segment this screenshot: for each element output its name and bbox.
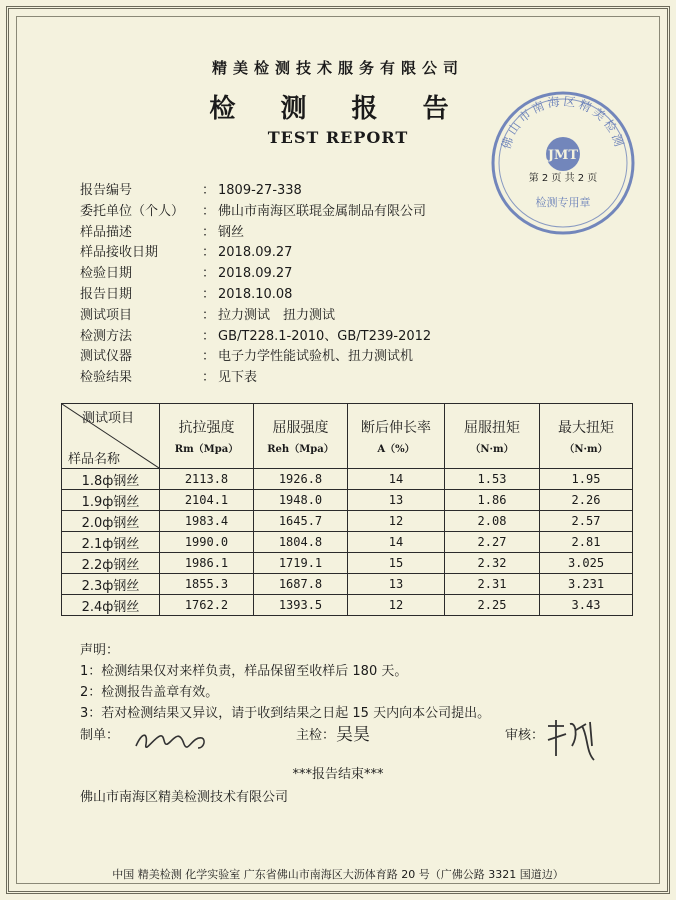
table-row	[62, 469, 633, 490]
info-value: 2018.10.08	[218, 286, 293, 302]
seal-top-text: 佛山市南海区精美检测	[498, 94, 628, 151]
sample-name: 2.2ф钢丝	[62, 553, 160, 574]
info-row	[80, 306, 431, 327]
table-cell: 3.025	[540, 553, 633, 574]
table-row	[62, 490, 633, 511]
info-label: 报告日期	[80, 286, 133, 302]
info-label: 测试仪器	[80, 349, 133, 365]
column-unit: （N·m）	[564, 444, 608, 455]
column-header	[254, 404, 348, 469]
report-info	[80, 181, 431, 389]
table-cell: 1986.1	[160, 553, 254, 574]
table-cell: 13	[348, 574, 445, 595]
table-cell: 1990.0	[160, 532, 254, 553]
info-value: 拉力测试 扭力测试	[218, 307, 336, 323]
table-cell: 1948.0	[254, 490, 348, 511]
table-cell: 14	[348, 532, 445, 553]
info-value: 2018.09.27	[218, 245, 293, 261]
table-row	[62, 595, 633, 616]
results-table-wrapper	[61, 403, 633, 616]
info-value: 电子力学性能试验机、扭力测试机	[218, 349, 414, 365]
info-colon: ：	[202, 328, 216, 344]
table-cell: 15	[348, 553, 445, 574]
table-row	[62, 574, 633, 595]
table-cell: 1393.5	[254, 595, 348, 616]
info-value: 2018.09.27	[218, 266, 293, 282]
page-number: 第 2 页 共 2 页	[528, 173, 598, 184]
reviewed-by-label: 审核：	[505, 728, 545, 743]
info-colon: ：	[202, 307, 216, 323]
column-name: 最大扭矩	[558, 420, 614, 436]
column-name: 屈服强度	[272, 420, 329, 436]
prepared-by-signature	[132, 724, 212, 758]
table-cell: 2.25	[445, 595, 540, 616]
column-name: 断后伸长率	[361, 420, 431, 436]
table-cell: 1762.2	[160, 595, 254, 616]
disclaimer	[80, 640, 490, 724]
table-cell: 1719.1	[254, 553, 348, 574]
report-end-mark: ***报告结束***	[292, 767, 384, 782]
seal-center-text: JMT	[547, 148, 579, 163]
column-header	[540, 404, 633, 469]
table-cell: 1926.8	[254, 469, 348, 490]
sample-name: 2.4ф钢丝	[62, 595, 160, 616]
table-cell: 1.86	[445, 490, 540, 511]
info-value: 佛山市南海区联琨金属制品有限公司	[218, 203, 427, 219]
table-cell: 2.26	[540, 490, 633, 511]
info-label: 检验结果	[80, 370, 133, 386]
table-row	[62, 553, 633, 574]
prepared-by-label: 制单：	[80, 728, 120, 743]
sample-name: 2.3ф钢丝	[62, 574, 160, 595]
company-name: 精美检测技术服务有限公司	[211, 59, 464, 77]
info-value: 钢丝	[218, 224, 245, 240]
info-label: 报告编号	[80, 183, 133, 198]
info-colon: ：	[202, 286, 216, 302]
column-name: 抗拉强度	[178, 420, 235, 436]
info-label: 检验日期	[80, 266, 133, 282]
checked-by-label: 主检：	[296, 728, 336, 743]
table-cell: 2.32	[445, 553, 540, 574]
official-seal	[488, 88, 638, 238]
table-cell: 12	[348, 511, 445, 532]
disclaimer-item: 3：若对检测结果又异议，请于收到结果之日起 15 天内向本公司提出。	[80, 706, 491, 721]
info-value: GB/T228.1-2010、GB/T239-2012	[218, 328, 432, 344]
info-row	[80, 243, 431, 264]
info-colon: ：	[202, 224, 216, 240]
table-cell: 2.27	[445, 532, 540, 553]
info-value: 1809-27-338	[218, 183, 302, 198]
table-cell: 2.81	[540, 532, 633, 553]
info-colon: ：	[202, 266, 216, 282]
info-label: 委托单位（个人）	[80, 203, 185, 219]
table-cell: 13	[348, 490, 445, 511]
column-unit: （N·m）	[470, 444, 514, 455]
info-row	[80, 327, 431, 348]
corner-header-top: 测试项目	[82, 411, 135, 426]
table-cell: 2.08	[445, 511, 540, 532]
table-cell: 12	[348, 595, 445, 616]
disclaimer-item: 2：检测报告盖章有效。	[80, 685, 219, 700]
report-title: 检 测 报 告	[209, 94, 467, 124]
info-label: 检测方法	[80, 328, 133, 344]
seal-bottom-text: 检测专用章	[535, 196, 591, 209]
info-row	[80, 223, 431, 244]
info-label: 样品接收日期	[80, 245, 159, 261]
table-cell: 1804.8	[254, 532, 348, 553]
disclaimer-heading: 声明：	[80, 643, 120, 658]
reviewed-by-signature	[542, 716, 602, 764]
info-colon: ：	[202, 183, 216, 198]
column-header	[348, 404, 445, 469]
table-cell: 1.53	[445, 469, 540, 490]
disclaimer-item: 1：检测结果仅对来样负责，样品保留至收样后 180 天。	[80, 664, 408, 679]
info-row	[80, 202, 431, 223]
sample-name: 1.8ф钢丝	[62, 469, 160, 490]
info-row	[80, 285, 431, 306]
column-unit: Reh（Mpa）	[267, 444, 334, 455]
table-cell: 2113.8	[160, 469, 254, 490]
table-cell: 2104.1	[160, 490, 254, 511]
info-row	[80, 347, 431, 368]
table-row	[62, 511, 633, 532]
table-cell: 1855.3	[160, 574, 254, 595]
table-header-row	[62, 404, 633, 469]
info-label: 测试项目	[80, 307, 133, 323]
sample-name: 2.0ф钢丝	[62, 511, 160, 532]
checked-by-signature: 吴昊	[336, 725, 370, 745]
table-cell: 1687.8	[254, 574, 348, 595]
column-name: 屈服扭矩	[464, 420, 520, 436]
report-subtitle: TEST REPORT	[267, 128, 409, 147]
table-cell: 3.231	[540, 574, 633, 595]
info-value: 见下表	[218, 370, 258, 386]
info-label: 样品描述	[80, 224, 133, 240]
corner-header	[62, 404, 160, 469]
info-colon: ：	[202, 349, 216, 365]
table-cell: 1983.4	[160, 511, 254, 532]
corner-header-bottom: 样品名称	[68, 452, 121, 467]
table-cell: 3.43	[540, 595, 633, 616]
info-row	[80, 181, 431, 202]
sample-name: 2.1ф钢丝	[62, 532, 160, 553]
issuing-company: 佛山市南海区精美检测技术有限公司	[80, 790, 289, 805]
info-colon: ：	[202, 203, 216, 219]
footer-address: 中国 精美检测 化学实验室 广东省佛山市南海区大沥体育路 20 号（广佛公路 3321 国道边）	[112, 868, 564, 881]
table-cell: 1645.7	[254, 511, 348, 532]
info-row	[80, 368, 431, 389]
results-table	[61, 403, 633, 616]
column-unit: Rm（Mpa）	[174, 444, 239, 455]
table-cell: 1.95	[540, 469, 633, 490]
info-colon: ：	[202, 245, 216, 261]
table-cell: 14	[348, 469, 445, 490]
table-row	[62, 532, 633, 553]
table-cell: 2.31	[445, 574, 540, 595]
column-header	[160, 404, 254, 469]
column-unit: A（%）	[377, 444, 415, 455]
sample-name: 1.9ф钢丝	[62, 490, 160, 511]
info-colon: ：	[202, 370, 216, 386]
info-row	[80, 264, 431, 285]
column-header	[445, 404, 540, 469]
table-cell: 2.57	[540, 511, 633, 532]
